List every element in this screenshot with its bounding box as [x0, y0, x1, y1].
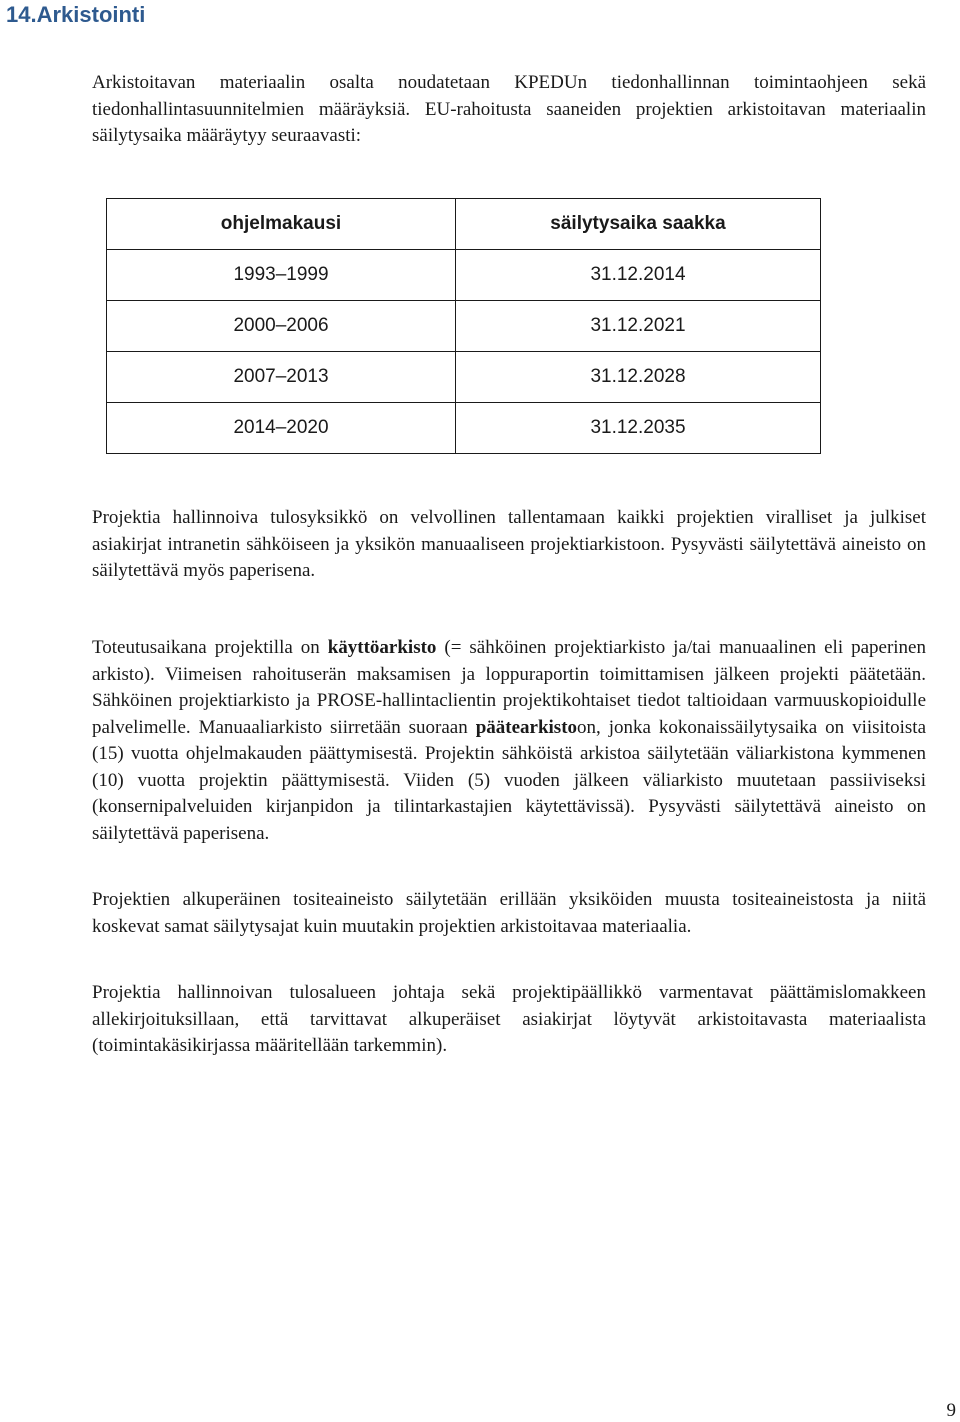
- page-number: 9: [946, 1400, 956, 1421]
- receipts-paragraph: Projektien alkuperäinen tositeaineisto säilytetään erillään yksiköiden muusta tositeaineistosta ja niitä koskevat samat säilytysajat kuin muutakin projektien arkistoitavaa materiaalia.: [92, 889, 926, 937]
- retention-date-cell: 31.12.2028: [456, 352, 821, 403]
- retention-date-cell: 31.12.2035: [456, 403, 821, 454]
- program-period-cell: 2014–2020: [107, 403, 456, 454]
- section-heading: 14.Arkistointi: [6, 2, 146, 27]
- verification-paragraph: Projektia hallinnoivan tulosalueen johtaja sekä projektipäällikkö varmentavat päättämislomakkeen allekirjoituksillaan, että tarvittavat alkuperäiset asiakirjat löytyvät arkistoitavasta materiaalista (toimintakäsikirjassa määritellään tarkemmin).: [92, 982, 926, 1056]
- program-period-cell: 2007–2013: [107, 352, 456, 403]
- table-row: [107, 352, 821, 403]
- retention-date-cell: 31.12.2021: [456, 301, 821, 352]
- program-period-cell: 1993–1999: [107, 250, 456, 301]
- retention-table: [106, 198, 821, 454]
- text-segment: (= sähköinen projektiarkisto ja/tai manuaalinen eli paperinen arkisto). Viimeisen rahoituserän maksamisen ja loppuraportin toimittamisen jälkeen projekti päätetään. Sähköinen projektiarkisto ja PROSE-hallintaclientin projektikohtaiset tiedot taltioidaan varmuuskopioidulle palvelimelle. Manuaaliarkisto siirretään suoraan: [92, 637, 926, 738]
- intro-paragraph: Arkistoitavan materiaalin osalta noudatetaan KPEDUn tiedonhallinnan toimintaohjeen sekä tiedonhallintasuunnitelmien määräyksiä. EU-rahoitusta saaneiden projektien arkistoitavan materiaalin säilytysaika määräytyy seuraavasti:: [92, 72, 926, 146]
- table-row: [107, 403, 821, 454]
- program-period-cell: 2000–2006: [107, 301, 456, 352]
- bold-term-working-archive: käyttöarkisto: [327, 637, 437, 658]
- table-row: [107, 250, 821, 301]
- column-header-program-period: ohjelmakausi: [107, 199, 456, 250]
- retention-date-cell: 31.12.2014: [456, 250, 821, 301]
- column-header-retention-until: säilytysaika saakka: [456, 199, 821, 250]
- text-segment: Toteutusaikana projektilla on: [92, 637, 328, 658]
- text-segment: on, jonka kokonaissäilytysaika on viisitoista (15) vuotta ohjelmakauden päättymisestä. Projektin sähköistä arkistoa säilytetään väliarkistona kymmenen (10) vuotta projektin päättymisestä. Viiden (5) vuoden jälkeen väliarkisto muutetaan passiiviseksi (konsernipalveluiden kirjanpidon ja tilintarkastajien käytettävissä). Pysyvästi säilytettävä aineisto on säilytettävä paperisena.: [92, 716, 927, 844]
- unit-obligation-paragraph: Projektia hallinnoiva tulosyksikkö on velvollinen tallentamaan kaikki projektien viralliset ja julkiset asiakirjat intranetin sähköiseen ja yksikön manuaaliseen projektiarkistoon. Pysyvästi säilytettävä aineisto on säilytettävä myös paperisena.: [92, 507, 926, 581]
- table-header-row: [107, 199, 821, 250]
- archive-lifecycle-paragraph: [92, 635, 926, 847]
- table-row: [107, 301, 821, 352]
- bold-term-final-archive: päätearkisto: [475, 716, 578, 738]
